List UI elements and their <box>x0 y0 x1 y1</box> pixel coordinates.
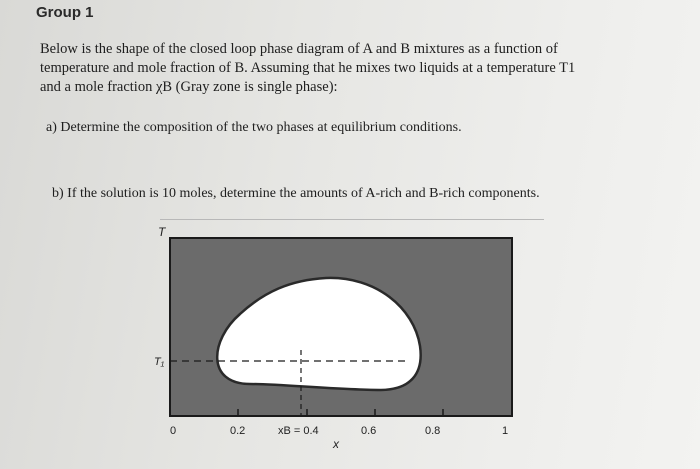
question-b: b) If the solution is 10 moles, determine the amounts of A-rich and B-rich components. <box>52 186 540 201</box>
x-tick-label-0-8: 0.8 <box>425 425 441 437</box>
problem-line-1: Below is the shape of the closed loop phase diagram of A and B mixtures as a function of <box>40 41 558 57</box>
question-a: a) Determine the composition of the two phases at equilibrium conditions. <box>46 120 462 135</box>
t1-label: T₁ <box>154 356 165 368</box>
problem-statement <box>40 40 670 97</box>
x-tick-label-xb: xB = 0.4 <box>278 425 319 437</box>
x-tick-label-1: 1 <box>502 425 509 437</box>
phase-diagram <box>140 222 540 469</box>
x-tick-label-0: 0 <box>170 425 177 437</box>
group-label: Group 1 <box>36 4 94 21</box>
x-tick-label-0-2: 0.2 <box>230 425 246 437</box>
x-axis-label: x <box>333 437 339 451</box>
problem-line-3: and a mole fraction χB (Gray zone is single phase): <box>40 79 338 95</box>
y-axis-label: T <box>158 225 166 239</box>
x-tick-label-0-6: 0.6 <box>361 425 377 437</box>
problem-line-2: temperature and mole fraction of B. Assuming that he mixes two liquids at a temperature T1 <box>40 60 576 76</box>
divider <box>160 219 544 220</box>
